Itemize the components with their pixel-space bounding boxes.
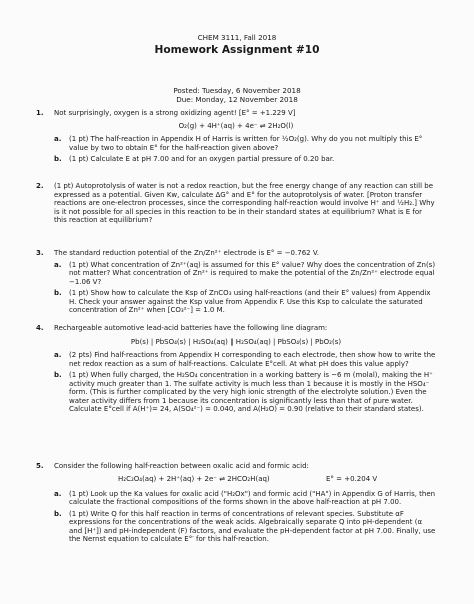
half-reaction-equation: H₂C₂O₄(aq) + 2H⁺(aq) + 2e⁻ ⇌ 2HCO₂H(aq) — [118, 474, 270, 483]
part-text: (2 pts) Find half-reactions from Appendix H corresponding to each electrode, then show how to write the net redox reaction as a sum of half-reactions. Calculate E°cell. At what pH does this value apply? — [69, 351, 436, 368]
question-text: The standard reduction potential of the Zn/Zn²⁺ electrode is E° = −0.762 V. — [54, 249, 319, 257]
question-part — [54, 490, 436, 507]
question-5 — [36, 462, 436, 544]
question-number: 1. — [36, 109, 44, 117]
question-text: (1 pt) Autoprotolysis of water is not a redox reaction, but the free energy change of any reaction can still be expressed as a potential. Given Kw, calculate ΔG° and E° for the autoprotolysis of water. [Proton transfer reactions are one-electron processes, since the corresponding half-reaction would involve H⁺ and ½H₂.] Why is it not possible for all species in this reaction to be in their standard states at equilibrium? What is E for this reaction at equilibrium? — [54, 182, 435, 225]
question-text: Consider the following half-reaction between oxalic acid and formic acid: — [54, 462, 309, 470]
question-part — [54, 135, 436, 152]
part-label: a. — [54, 135, 62, 144]
question-part — [54, 155, 436, 164]
part-text: (1 pt) Look up the Ka values for oxalic acid ("H₂Ox") and formic acid ("HA") in Appendix G of Harris, then calculate the fractional compositions of the forms shown in the above half-reaction at pH 7.00. — [69, 489, 436, 507]
question-text: Rechargeable automotive lead-acid batteries have the following line diagram: — [54, 324, 328, 332]
part-label: b. — [54, 289, 62, 298]
part-text: (1 pt) Calculate E at pH 7.00 and for an oxygen partial pressure of 0.20 bar. — [69, 155, 335, 164]
question-number: 2. — [36, 182, 44, 190]
part-text: (1 pt) The half-reaction in Appendix H of Harris is written for ½O₂(g). Why do you not multiply this E° value by two to obtain E° for the half-reaction given above? — [69, 135, 423, 152]
part-label: b. — [54, 509, 62, 518]
part-label: a. — [54, 260, 62, 269]
document-header — [0, 34, 474, 57]
page-title: Homework Assignment #10 — [154, 43, 320, 56]
question-part — [54, 261, 436, 287]
part-label: b. — [54, 155, 62, 164]
question-part — [54, 510, 436, 544]
half-reaction-row — [36, 475, 436, 485]
half-reaction-equation: O₂(g) + 4H⁺(aq) + 4e⁻ ⇌ 2H₂O(l) — [178, 121, 294, 130]
question-part — [54, 289, 436, 315]
question-4 — [36, 324, 436, 414]
question-part — [54, 371, 436, 414]
question-2 — [36, 182, 436, 225]
question-1 — [36, 109, 436, 164]
standard-potential: E° = +0.204 V — [326, 474, 378, 483]
question-number: 4. — [36, 324, 44, 332]
due-date: Due: Monday, 12 November 2018 — [176, 95, 298, 104]
part-text: (1 pt) When fully charged, the H₂SO₄ concentration in a working battery is ~6 m (molal), making the H⁺ activity much greater than 1. The sulfate activity is much less than 1 because it is mostly in the HSO₄⁻ form. (This is further complicated by the very high ionic strength of the electrolyte solution.) Even the water activity differs from 1 because its concentration is significantly less than that of pure water. Calculate E°cell if A(H⁺)= 24, A(SO₄²⁻) = 0.040, and A(H₂O) = 0.90 (relative to their standard states). — [69, 371, 433, 414]
part-text: (1 pt) Write Q for this half reaction in terms of concentrations of relevant species. Substitute αF expressions for the concentrations of the weak acids. Algebraically separate Q into pH-dependent (α and [H⁺]) and pH-independent (F) factors, and evaluate the pH-dependent factor at pH 7.00. Finally, use the Nernst equation to calculate E°′ for this half-reaction. — [69, 509, 436, 544]
part-label: b. — [54, 371, 62, 380]
course-line: CHEM 3111, Fall 2018 — [197, 33, 277, 42]
part-text: (1 pt) Show how to calculate the Ksp of ZnCO₃ using half-reactions (and their E° values) from Appendix H. Check your answer against the Ksp value from Appendix F. Use this Ksp to calculate the saturated concentration of Zn²⁺ when [CO₃²⁻] = 1.0 M. — [69, 289, 431, 315]
date-block — [0, 86, 474, 104]
question-number: 3. — [36, 249, 44, 257]
question-text: Not surprisingly, oxygen is a strong oxidizing agent! [E° = +1.229 V] — [54, 109, 296, 117]
question-number: 5. — [36, 462, 44, 470]
line-diagram: Pb(s) | PbSO₄(s) | H₂SO₄(aq) ‖ H₂SO₄(aq) | PbSO₄(s) | PbO₂(s) — [130, 337, 342, 346]
question-part — [54, 351, 436, 368]
part-label: a. — [54, 489, 62, 498]
part-label: a. — [54, 351, 62, 360]
part-text: (1 pt) What concentration of Zn²⁺(aq) is assumed for this E° value? Why does the concentration of Zn(s) not matter? What concentration of Zn²⁺ is required to make the potential of the Zn/Zn²⁺ electrode equal −1.06 V? — [69, 260, 436, 286]
question-3 — [36, 249, 436, 315]
posted-date: Posted: Tuesday, 6 November 2018 — [173, 86, 301, 95]
